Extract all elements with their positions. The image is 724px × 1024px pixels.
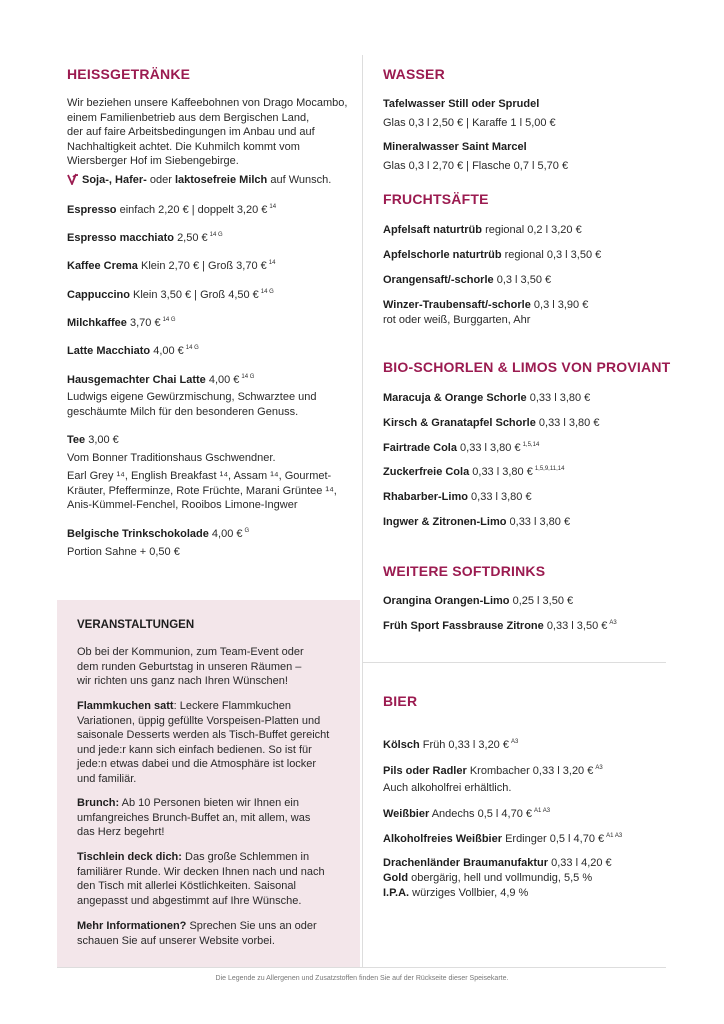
menu-item bbox=[383, 97, 539, 112]
item-note: Auch alkoholfrei erhältlich. bbox=[383, 782, 512, 794]
menu-item bbox=[67, 527, 249, 542]
item-name: Winzer-Traubensaft/-schorle bbox=[383, 299, 531, 311]
heading-bier: BIER bbox=[383, 693, 418, 709]
item-allergens: A1 A3 bbox=[534, 808, 551, 814]
menu-item bbox=[383, 140, 527, 155]
item-name: Cappuccino bbox=[67, 289, 130, 301]
item-note: Glas 0,3 l 2,50 € | Karaffe 1 l 5,00 € bbox=[383, 117, 556, 129]
item-detail: 4,00 € bbox=[153, 345, 184, 357]
item-name: Brunch: bbox=[77, 797, 120, 809]
item-allergens: 14 bbox=[269, 204, 277, 210]
item-note: Glas 0,3 l 2,70 € | Flasche 0,7 l 5,70 € bbox=[383, 160, 569, 172]
menu-subitem bbox=[383, 871, 592, 886]
item-name: I.P.A. bbox=[383, 887, 410, 899]
item-name: Alkoholfreies Weißbier bbox=[383, 833, 502, 845]
item-allergens: A3 bbox=[595, 765, 603, 771]
item-name: Ingwer & Zitronen-Limo bbox=[383, 516, 507, 528]
item-name: Fairtrade Cola bbox=[383, 442, 457, 454]
menu-item bbox=[383, 273, 551, 288]
menu-item bbox=[383, 416, 599, 431]
menu-item bbox=[383, 856, 612, 871]
item-name: Flammkuchen satt bbox=[77, 700, 174, 712]
item-name: Belgische Trinkschokolade bbox=[67, 528, 209, 540]
item-note: Portion Sahne + 0,50 € bbox=[67, 546, 180, 558]
menu-item bbox=[383, 594, 573, 609]
menu-item bbox=[67, 316, 176, 331]
menu-item bbox=[67, 373, 254, 388]
item-detail: 0,33 l 4,20 € bbox=[551, 857, 612, 869]
item-allergens: 14 G bbox=[209, 232, 223, 238]
menu-item bbox=[383, 738, 518, 753]
item-detail: 2,50 € bbox=[177, 232, 208, 244]
item-name: Kölsch bbox=[383, 739, 420, 751]
item-name: Apfelschorle naturtrüb bbox=[383, 249, 502, 261]
item-detail: 3,70 € bbox=[129, 317, 161, 329]
item-detail: würziges Vollbier, 4,9 % bbox=[412, 887, 529, 899]
item-allergens: A1 A3 bbox=[606, 833, 623, 839]
item-detail: 0,33 l 3,50 € bbox=[546, 620, 608, 632]
item-name: Drachenländer Braumanufaktur bbox=[383, 857, 549, 869]
item-name: Tee bbox=[67, 434, 86, 446]
menu-item bbox=[383, 807, 550, 822]
item-name: Mineralwasser Saint Marcel bbox=[383, 141, 527, 153]
menu-item bbox=[383, 465, 564, 480]
item-name: Rhabarber-Limo bbox=[383, 491, 468, 503]
item-detail: obergärig, hell und vollmundig, 5,5 % bbox=[411, 872, 593, 884]
item-detail: Klein 3,50 € | Groß 4,50 € bbox=[133, 289, 259, 301]
menu-item bbox=[383, 764, 603, 779]
item-detail: 0,33 l 3,80 € bbox=[471, 491, 532, 503]
item-detail: 0,25 l 3,50 € bbox=[512, 595, 574, 607]
item-allergens: 14 G bbox=[260, 289, 274, 295]
menu-item bbox=[383, 391, 590, 406]
menu-item bbox=[383, 619, 617, 634]
item-detail: Krombacher 0,33 l 3,20 € bbox=[469, 765, 594, 777]
events-block bbox=[77, 850, 325, 908]
menu-item bbox=[67, 344, 199, 359]
column-divider bbox=[362, 55, 363, 967]
item-detail: Sprechen Sie uns an oder schauen Sie auf unserer Website vorbei. bbox=[77, 920, 317, 947]
item-allergens: 14 G bbox=[162, 317, 176, 323]
item-detail: 0,33 l 3,80 € bbox=[472, 466, 533, 478]
item-name: Hausgemachter Chai Latte bbox=[67, 374, 206, 386]
item-detail: Andechs 0,5 l 4,70 € bbox=[431, 808, 533, 820]
item-note: Vom Bonner Traditionshaus Gschwendner. bbox=[67, 452, 276, 464]
item-name: Orangensaft/-schorle bbox=[383, 274, 494, 286]
item-name: Zuckerfreie Cola bbox=[383, 466, 470, 478]
menu-item bbox=[383, 832, 622, 847]
item-detail: 0,33 l 3,80 € bbox=[529, 392, 591, 404]
events-block bbox=[77, 699, 329, 787]
events-block bbox=[77, 796, 310, 840]
item-detail: 4,00 € bbox=[208, 374, 240, 386]
heading-fruchtsaefte: FRUCHTSÄFTE bbox=[383, 191, 489, 207]
item-name: Gold bbox=[383, 872, 409, 884]
item-detail: 0,33 l 3,80 € bbox=[509, 516, 571, 528]
menu-item bbox=[67, 288, 274, 303]
menu-item bbox=[67, 433, 119, 448]
menu-item bbox=[67, 231, 223, 246]
heading-wasser: WASSER bbox=[383, 66, 445, 82]
item-detail: regional 0,2 l 3,20 € bbox=[485, 224, 582, 236]
item-allergens: 14 G bbox=[185, 345, 199, 351]
item-detail: Erdinger 0,5 l 4,70 € bbox=[505, 833, 605, 845]
menu-item bbox=[383, 298, 588, 313]
heading-heissgetraenke: HEISSGETRÄNKE bbox=[67, 66, 191, 82]
item-detail: Klein 2,70 € | Groß 3,70 € bbox=[140, 260, 267, 272]
events-intro: Ob bei der Kommunion, zum Team-Event oder dem runden Geburtstag in unseren Räumen – wir richten uns ganz nach Ihren Wünschen! bbox=[77, 646, 304, 688]
item-allergens: G bbox=[244, 528, 250, 534]
item-name: Milchkaffee bbox=[67, 317, 127, 329]
item-detail: Ab 10 Personen bieten wir Ihnen ein umfangreiches Brunch-Buffet an, mit allem, was das Herz begehrt! bbox=[77, 797, 311, 839]
menu-item bbox=[383, 223, 582, 238]
item-name: Kaffee Crema bbox=[67, 260, 138, 272]
item-name: Orangina Orangen-Limo bbox=[383, 595, 510, 607]
item-name: Latte Macchiato bbox=[67, 345, 151, 357]
heading-weitere-softdrinks: WEITERE SOFTDRINKS bbox=[383, 563, 546, 579]
item-detail: : Leckere Flammkuchen Variationen, üppig gefüllte Vorspeisen-Platten und saisonale Desserts werden als Tisch-Buffet gereicht und jede:r kann sich einfach bedienen. So ist für jede:n etwas dabei und die Atmosphäre ist locker und familiär. bbox=[77, 700, 330, 785]
menu-item bbox=[67, 259, 275, 274]
intro-text: Wir beziehen unsere Kaffeebohnen von Drago Mocambo, einem Familienbetrieb aus dem Bergischen Land, der auf faire Arbeitsbedingungen im Anbau und auf Nachhaltigkeit achtet. Die Kuhmilch kommt vom Wiersberger Hof im Siebengebirge. bbox=[67, 97, 348, 168]
item-allergens: 14 G bbox=[241, 374, 255, 380]
item-detail: Das große Schlemmen in familiärer Runde. Wir decken Ihnen nach und nach den Tisch mit allerlei Köstlichkeiten. Saisonal angepasst und abgestimmt auf Ihre Wünsche. bbox=[77, 851, 325, 907]
vegan-note bbox=[67, 173, 331, 188]
item-detail: 0,3 l 3,90 € bbox=[533, 299, 589, 311]
vegan-icon bbox=[67, 173, 79, 185]
item-detail: oder bbox=[149, 174, 172, 186]
item-name: Soja-, Hafer- bbox=[82, 174, 147, 186]
item-name: Espresso macchiato bbox=[67, 232, 174, 244]
menu-item bbox=[383, 441, 539, 456]
events-block bbox=[77, 919, 317, 948]
item-name: Früh Sport Fassbrause Zitrone bbox=[383, 620, 544, 632]
item-detail: auf Wunsch. bbox=[270, 174, 332, 186]
menu-item bbox=[67, 203, 276, 218]
footer-divider bbox=[57, 967, 666, 968]
item-detail: 3,00 € bbox=[88, 434, 119, 446]
item-name: laktosefreie Milch bbox=[174, 174, 268, 186]
item-name: Maracuja & Orange Schorle bbox=[383, 392, 527, 404]
menu-item bbox=[383, 248, 601, 263]
item-detail: regional 0,3 l 3,50 € bbox=[504, 249, 602, 261]
menu-subitem bbox=[383, 886, 528, 901]
item-name: Kirsch & Granatapfel Schorle bbox=[383, 417, 536, 429]
item-name: Espresso bbox=[67, 204, 117, 216]
heading-bio-schorlen: BIO-SCHORLEN & LIMOS VON PROVIANT bbox=[383, 359, 671, 375]
item-detail: 0,3 l 3,50 € bbox=[496, 274, 552, 286]
menu-item bbox=[383, 515, 570, 530]
item-name: Mehr Informationen? bbox=[77, 920, 187, 932]
item-allergens: 14 bbox=[268, 260, 276, 266]
item-detail: 4,00 € bbox=[211, 528, 243, 540]
events-heading: VERANSTALTUNGEN bbox=[77, 619, 195, 631]
item-name: Tafelwasser Still oder Sprudel bbox=[383, 98, 540, 110]
item-name: Tischlein deck dich: bbox=[77, 851, 182, 863]
item-allergens: 1,5,9,11,14 bbox=[534, 466, 565, 472]
item-note: rot oder weiß, Burggarten, Ahr bbox=[383, 314, 531, 326]
item-detail: 0,33 l 3,80 € bbox=[460, 442, 521, 454]
item-allergens: A3 bbox=[510, 739, 519, 745]
item-name: Weißbier bbox=[383, 808, 430, 820]
item-detail: 0,33 l 3,80 € bbox=[538, 417, 600, 429]
section-divider bbox=[362, 662, 666, 663]
footer-note: Die Legende zu Allergenen und Zusatzstoffen finden Sie auf der Rückseite dieser Speisekarte. bbox=[215, 975, 509, 982]
item-detail: einfach 2,20 € | doppelt 3,20 € bbox=[119, 204, 268, 216]
menu-item bbox=[383, 490, 532, 505]
item-note: Ludwigs eigene Gewürzmischung, Schwarztee und geschäumte Milch für den besonderen Genuss. bbox=[67, 391, 317, 418]
item-detail: Früh 0,33 l 3,20 € bbox=[422, 739, 509, 751]
item-note: Earl Grey ¹⁴, English Breakfast ¹⁴, Assam ¹⁴, Gourmet- Kräuter, Pfefferminze, Rote Früchte, Marani Grüntee ¹⁴, Anis-Kümmel-Fenchel, Rooibos Limone-Ingwer bbox=[67, 470, 337, 512]
item-name: Pils oder Radler bbox=[383, 765, 467, 777]
item-allergens: 1,5,14 bbox=[522, 442, 540, 448]
item-allergens: A3 bbox=[609, 620, 617, 626]
item-name: Apfelsaft naturtrüb bbox=[383, 224, 482, 236]
